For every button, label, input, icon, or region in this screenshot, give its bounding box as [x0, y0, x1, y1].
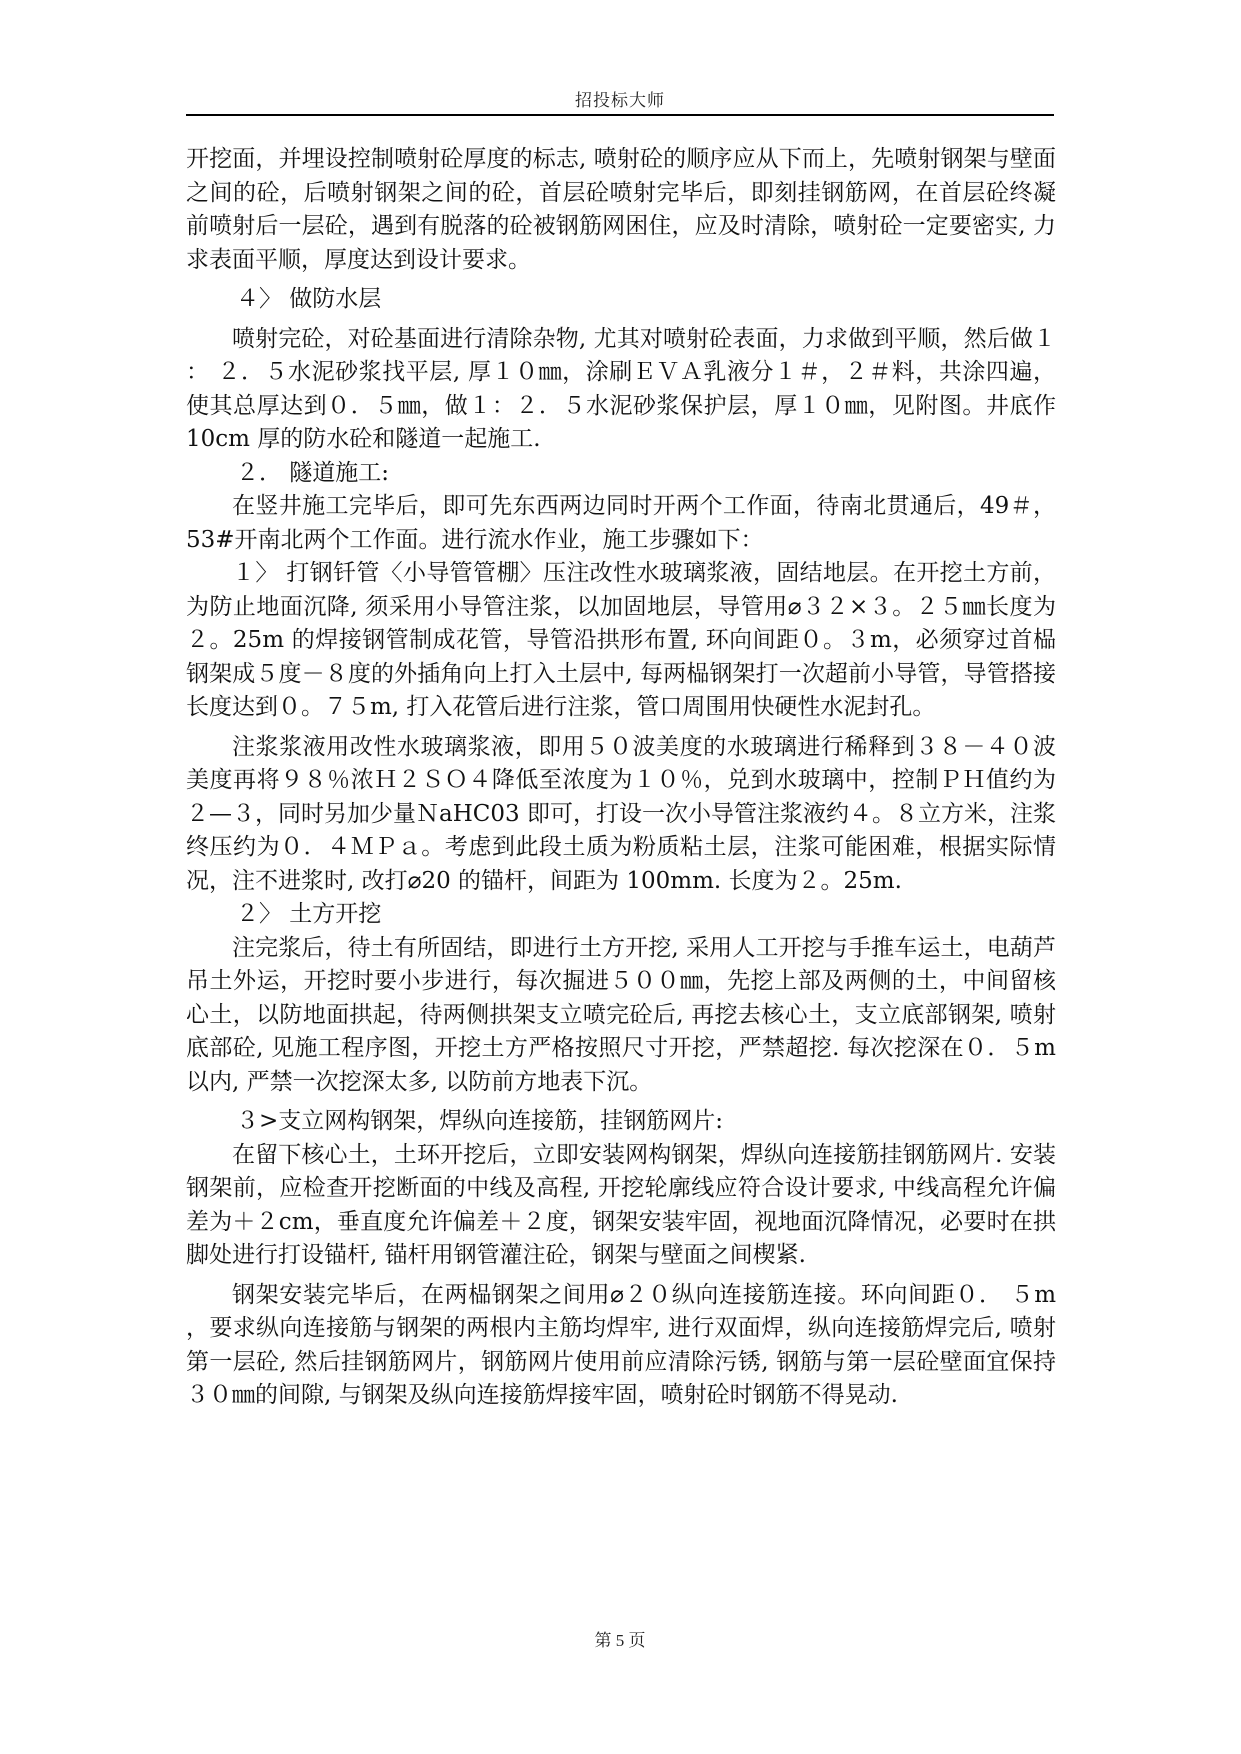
- paragraph-grouting: 注浆浆液用改性水玻璃浆液，即用５０波美度的水玻璃进行稀释到３８－４０波美度再将９８％浓Ｈ２ＳＯ４降低至浓度为１０％，兑到水玻璃中，控制ＰＨ值约为２—３，同时另加少量ＮaHC03 即可，打设一次小导管注浆液约４。８立方米，注浆终压约为０．４ＭＰａ。考虑到此段土质为粉质粘土层，注浆可能困难，根据实际情况，注不进浆时, 改打⌀20 的锚杆，间距为 100mm. 长度为２。25m.: [186, 733, 1056, 894]
- paragraph-step-1: １〉 打钢钎管〈小导管管棚〉压注改性水玻璃浆液，固结地层。在开挖土方前，为防止地面沉降, 须采用小导管注浆，以加固地层，导管用⌀３２×３。２５㎜长度为２。25m 的焊接钢管制成花管，导管沿拱形布置, 环向间距０。３m，必须穿过首榀钢架成５度－８度的外插角向上打入土层中, 每两榀钢架打一次超前小导管，导管搭接长度达到０。７５m, 打入花管后进行注浆，管口周围用快硬性水泥封孔。: [186, 560, 1056, 720]
- section-heading-tunnel: ２． 隧道施工:: [236, 459, 390, 486]
- paragraph-steel-frame: 在留下核心土，土环开挖后，立即安装网构钢架，焊纵向连接筋挂钢筋网片. 安装钢架前，应检查开挖断面的中线及高程, 开挖轮廓线应符合设计要求, 中线高程允许偏差为＋２cm，垂直度允许偏差＋２度，钢架安装牢固，视地面沉降情况，必要时在拱脚处进行打设锚杆, 锚杆用钢管灌注砼，钢架与壁面之间楔紧.: [186, 1141, 1056, 1268]
- section-heading-steel-frame: ３>支立网构钢架，焊纵向连接筋，挂钢筋网片:: [236, 1108, 724, 1134]
- document-body: [186, 143, 1056, 1413]
- paragraph-excavation: 注完浆后，待土有所固结，即进行土方开挖, 采用人工开挖与手推车运土，电葫芦吊土外运，开挖时要小步进行，每次掘进５００㎜，先挖上部及两侧的土，中间留核心土，以防地面拱起，待两侧拱架支立喷完砼后, 再挖去核心土，支立底部钢架, 喷射底部砼, 见施工程序图，开挖土方严格按照尺寸开挖，严禁超挖. 每次挖深在０．５m 以内, 严禁一次挖深太多, 以防前方地表下沉。: [186, 934, 1056, 1095]
- paragraph-connection-bars: 钢架安装完毕后，在两榀钢架之间用⌀２０纵向连接筋连接。环向间距０． ５m，要求纵向连接筋与钢架的两根内主筋均焊牢, 进行双面焊，纵向连接筋焊完后, 喷射第一层砼, 然后挂钢筋网片，钢筋网片使用前应清除污锈, 钢筋与第一层砼壁面宜保持３０㎜的间隙, 与钢架及纵向连接筋焊接牢固，喷射砼时钢筋不得晃动.: [186, 1281, 1056, 1408]
- section-heading-waterproof: ４〉 做防水层: [236, 286, 382, 312]
- section-heading-excavation: ２〉 土方开挖: [236, 901, 382, 927]
- page-header-title: 招投标大师: [575, 91, 665, 110]
- paragraph-tunnel-intro: 在竖井施工完毕后，即可先东西两边同时开两个工作面，待南北贯通后，49＃，53#开南北两个工作面。进行流水作业，施工步骤如下：: [186, 493, 1056, 553]
- paragraph-waterproof: 喷射完砼，对砼基面进行清除杂物, 尤其对喷射砼表面，力求做到平顺，然后做１： ２．５水泥砂浆找平层, 厚１０㎜，涂刷ＥＶＡ乳液分１＃，２＃料，共涂四遍，使其总厚达到０．５㎜，做１：２．５水泥砂浆保护层，厚１０㎜，见附图。井底作 10cm 厚的防水砼和隧道一起施工.: [186, 325, 1056, 452]
- header-divider: [186, 114, 1054, 116]
- page-number: 第 5 页: [594, 1631, 646, 1650]
- paragraph-continuation: 开挖面，并埋设控制喷射砼厚度的标志, 喷射砼的顺序应从下而上，先喷射钢架与壁面之间的砼，后喷射钢架之间的砼，首层砼喷射完毕后，即刻挂钢筋网，在首层砼终凝前喷射后一层砼，遇到有脱落的砼被钢筋网困住，应及时清除，喷射砼一定要密实, 力求表面平顺，厚度达到设计要求。: [186, 146, 1056, 273]
